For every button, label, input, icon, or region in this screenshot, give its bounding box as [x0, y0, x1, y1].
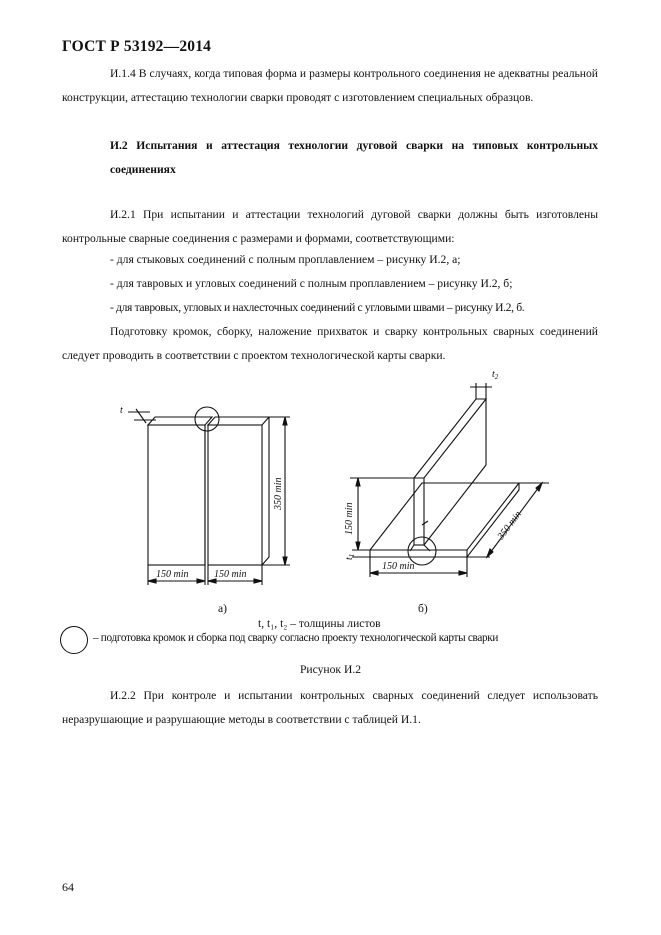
figure-label-a: а): [218, 602, 228, 615]
list-item: - для тавровых, угловых и нахлесточных соединений с угловыми швами – рисунку И.2, б.: [110, 301, 525, 314]
dim-thickness-t1-b: $t_1$: [344, 553, 356, 560]
figure-i2: [62, 365, 602, 605]
dim-width-left-a: 150 min: [156, 569, 189, 580]
dim-width-right-a: 150 min: [214, 569, 247, 580]
paragraph-i14: И.1.4 В случаях, когда типовая форма и размеры контрольного соединения не адекватны реальной конструкции, аттестацию технологии сварки проводят с изготовлением специальных образцов.: [62, 67, 598, 104]
plate-right-top: [208, 417, 269, 425]
dim-height-a: 350 min: [273, 477, 284, 510]
paragraph-preparation: Подготовку кромок, сборку, наложение прихваток и сварку контрольных сварных соединений следует проводить в соответствии с проектом технологической карты сварки.: [62, 325, 598, 362]
flange-plate: [370, 483, 519, 550]
figure-caption: Рисунок И.2: [299, 663, 362, 676]
dim-height-b: 150 min: [344, 502, 355, 535]
plate-left-top: [148, 417, 212, 425]
dim-width-b: 150 min: [382, 561, 415, 572]
thickness-note: t, t₁, t₂ – толщины листов: [258, 617, 381, 630]
section-heading-i2: И.2 Испытания и аттестация технологии дуговой сварки на типовых контрольных соединениях: [110, 139, 598, 176]
paragraph-i22: И.2.2 При контроле и испытании контрольных сварных соединений следует использовать неразрушающие и разрушающие методы в соответствии с таблицей И.1.: [62, 689, 598, 726]
dim-thickness-t-a: t: [120, 405, 123, 416]
page-number: 64: [62, 880, 74, 894]
web-plate: [414, 399, 486, 478]
figure-label-b: б): [418, 602, 428, 615]
paragraph-i21: И.2.1 При испытании и аттестации технологий дуговой сварки должны быть изготовлены контрольные сварные соединения с размерами и формами, соответствующими:: [62, 208, 598, 245]
dim-thickness-t2-b: $t_2$: [492, 369, 499, 381]
legend-text: – подготовка кромок и сборка под сварку согласно проекту технологической карты сварки: [93, 632, 499, 644]
plate-right: [208, 425, 262, 565]
welded-joints-drawing: [62, 365, 602, 605]
edge-prep-circle-a: [195, 407, 219, 431]
dim-length-b: 350 min: [495, 509, 524, 542]
legend-circle-icon: [60, 626, 88, 654]
list-item: - для тавровых и угловых соединений с полным проплавлением – рисунку И.2, б;: [110, 277, 513, 290]
list-item: - для стыковых соединений с полным проплавлением – рисунку И.2, а;: [110, 253, 461, 266]
document-header: ГОСТ Р 53192—2014: [62, 38, 212, 55]
plate-left: [148, 425, 205, 565]
